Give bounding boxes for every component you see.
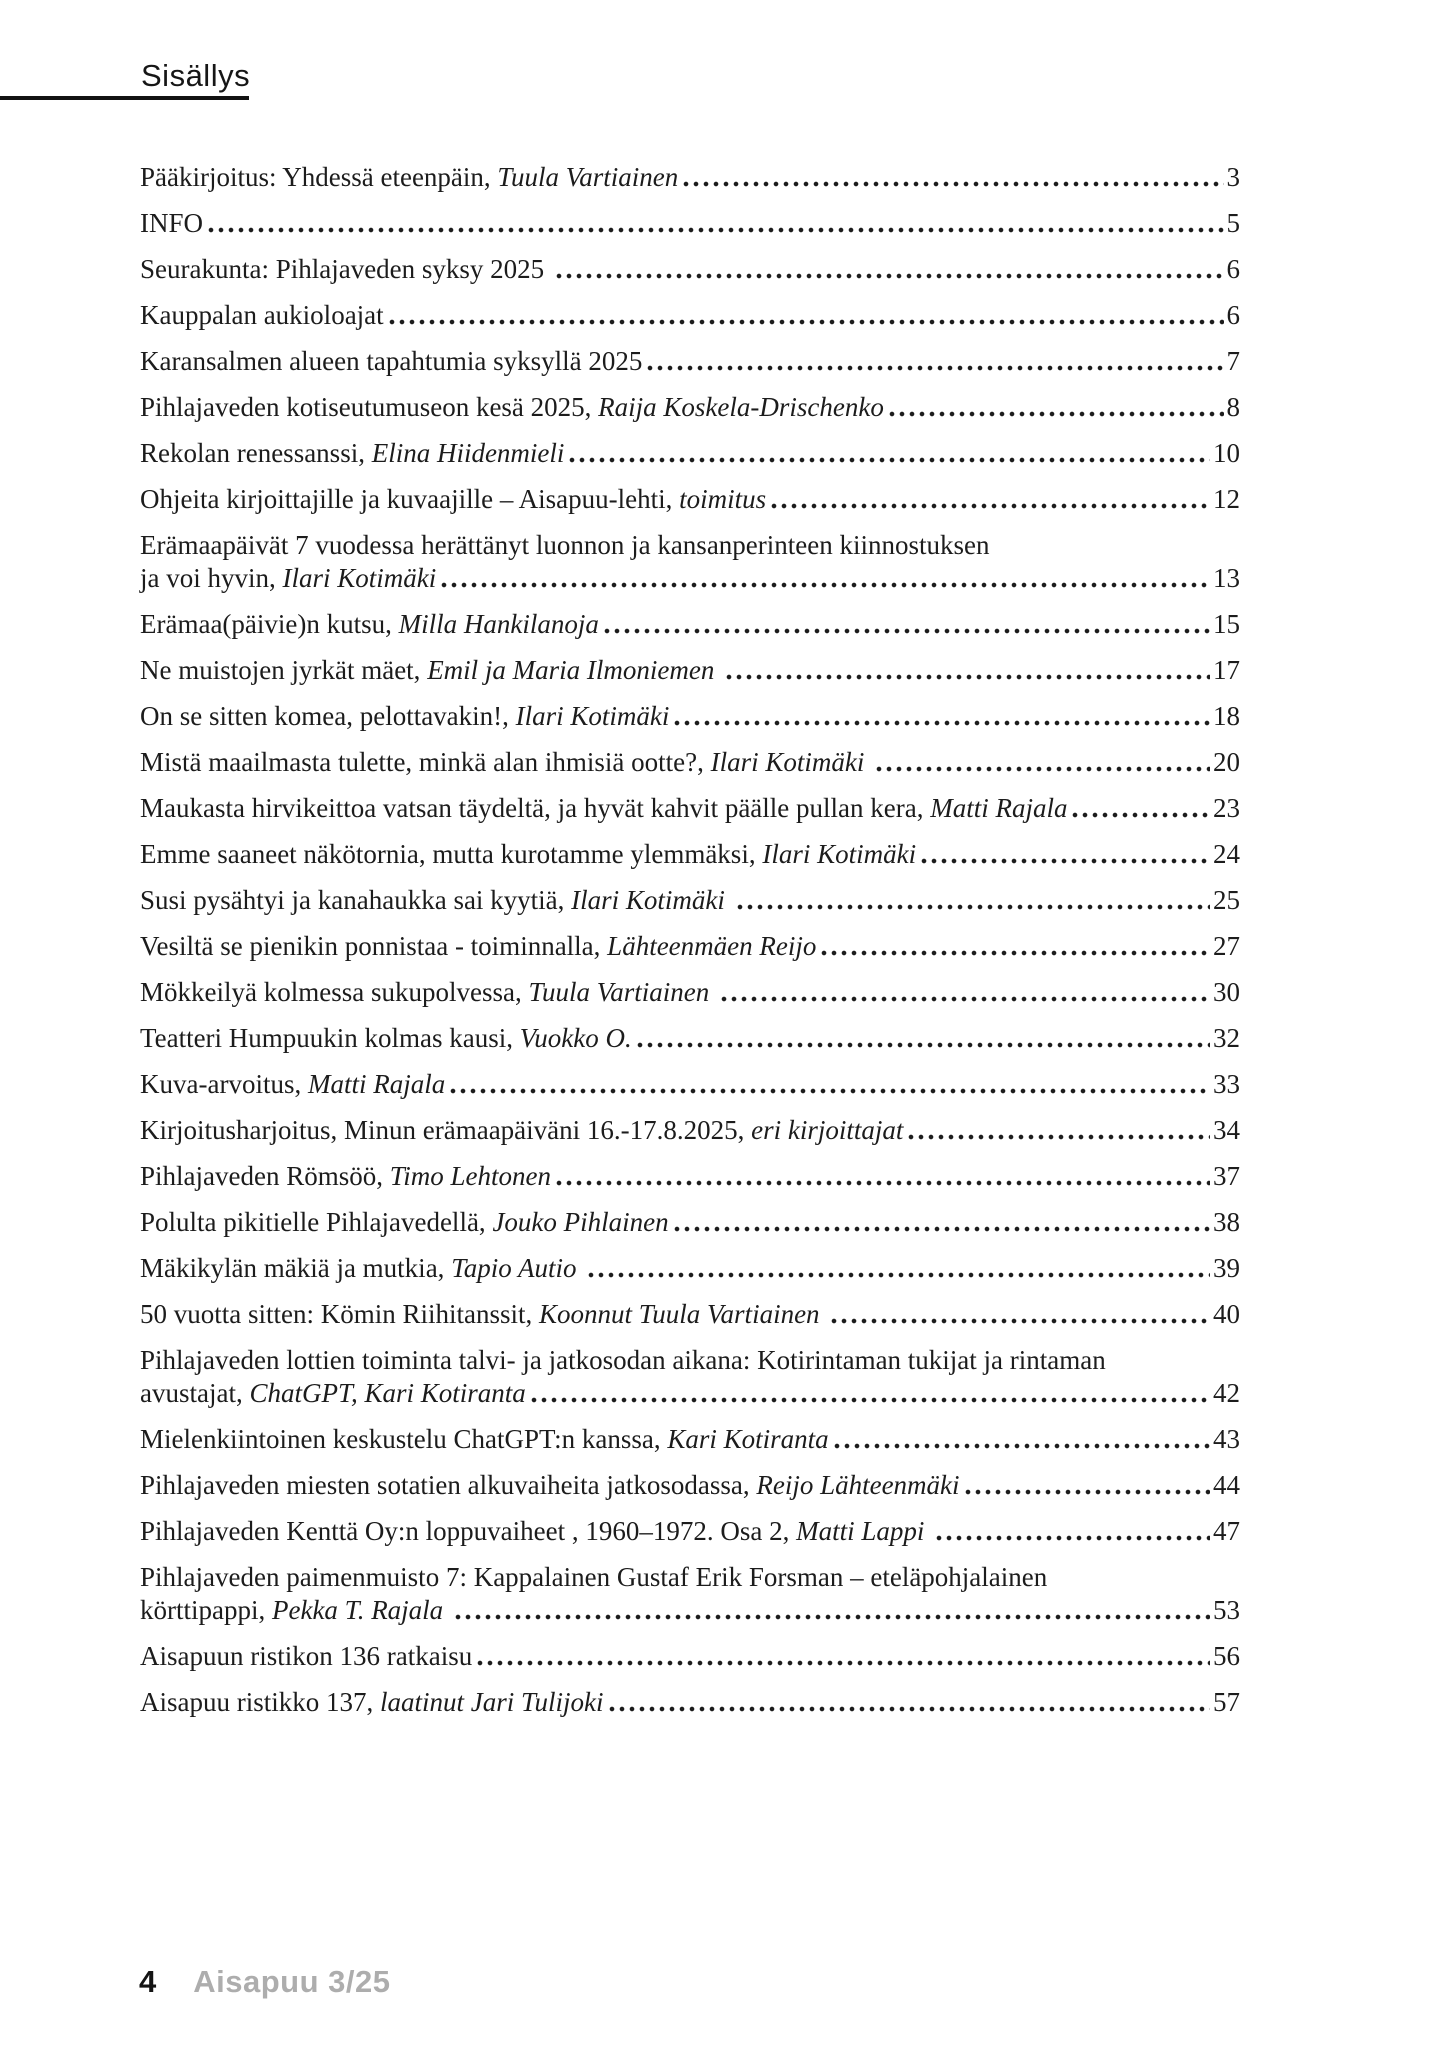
entry-author: Ilari Kotimäki bbox=[571, 885, 732, 915]
entry-title: Pihlajaveden kotiseutumuseon kesä 2025, bbox=[140, 392, 599, 422]
entry-row bbox=[140, 838, 1240, 871]
entry-author: Ilari Kotimäki bbox=[282, 563, 437, 593]
entry-title: Seurakunta: Pihlajaveden syksy 2025 bbox=[140, 254, 551, 284]
toc-entry bbox=[140, 1423, 1240, 1456]
entry-title: Polulta pikitielle Pihlajavedellä, bbox=[140, 1207, 493, 1237]
entry-author: Reijo Lähteenmäki bbox=[756, 1470, 960, 1500]
entry-row bbox=[140, 299, 1240, 332]
dot-leader bbox=[769, 483, 1210, 516]
dot-leader bbox=[529, 1377, 1210, 1410]
toc-entry bbox=[140, 207, 1240, 240]
dot-leader bbox=[819, 930, 1210, 963]
toc-entry bbox=[140, 1206, 1240, 1239]
entry-row bbox=[140, 884, 1240, 917]
entry-page-number: 42 bbox=[1213, 1378, 1240, 1408]
toc-entry bbox=[140, 437, 1240, 470]
toc-entry bbox=[140, 700, 1240, 733]
dot-leader bbox=[1070, 792, 1210, 825]
dot-leader bbox=[681, 161, 1223, 194]
entry-row bbox=[140, 1640, 1240, 1673]
toc-entry bbox=[140, 1252, 1240, 1285]
dot-leader bbox=[567, 437, 1210, 470]
entry-row bbox=[140, 562, 1240, 595]
toc-entry bbox=[140, 161, 1240, 194]
entry-row bbox=[140, 1114, 1240, 1147]
entry-title: Mökkeilyä kolmessa sukupolvessa, bbox=[140, 977, 529, 1007]
entry-author: laatinut Jari Tulijoki bbox=[380, 1687, 604, 1717]
entry-author: Vuokko O. bbox=[519, 1023, 632, 1053]
entry-row bbox=[140, 930, 1240, 963]
dot-leader bbox=[554, 1160, 1210, 1193]
entry-author: Ilari Kotimäki bbox=[515, 701, 670, 731]
entry-row bbox=[140, 976, 1240, 1009]
dot-leader bbox=[206, 207, 1223, 240]
toc-entry bbox=[140, 1022, 1240, 1055]
toc-entry bbox=[140, 1515, 1240, 1548]
entry-page-number: 24 bbox=[1213, 839, 1240, 869]
entry-title: Rekolan renessanssi, bbox=[140, 438, 372, 468]
toc-entry bbox=[140, 1686, 1240, 1719]
entry-page-number: 20 bbox=[1213, 747, 1240, 777]
footer-issue-label: Aisapuu 3/25 bbox=[193, 1964, 391, 1999]
entry-author: Matti Lappi bbox=[796, 1516, 932, 1546]
toc-entry bbox=[140, 253, 1240, 286]
entry-page-number: 5 bbox=[1226, 208, 1240, 238]
toc-entry bbox=[140, 746, 1240, 779]
dot-leader bbox=[919, 838, 1210, 871]
toc-entry bbox=[140, 654, 1240, 687]
dot-leader bbox=[906, 1114, 1210, 1147]
entry-row bbox=[140, 1206, 1240, 1239]
entry-title: avustajat, bbox=[140, 1378, 250, 1408]
entry-author: Ilari Kotimäki bbox=[710, 747, 872, 777]
entry-title: Vesiltä se pienikin ponnistaa - toiminnalla, bbox=[140, 931, 608, 961]
entry-page-number: 23 bbox=[1213, 793, 1240, 823]
toc-entry bbox=[140, 1344, 1240, 1410]
dot-leader bbox=[724, 654, 1210, 687]
entry-row bbox=[140, 1377, 1240, 1410]
entry-page-number: 37 bbox=[1213, 1161, 1240, 1191]
entry-author: Koonnut Tuula Vartiainen bbox=[539, 1299, 827, 1329]
entry-page-number: 10 bbox=[1213, 438, 1240, 468]
entry-author: Tuula Vartiainen bbox=[497, 162, 679, 192]
entry-title: ja voi hyvin, bbox=[140, 563, 283, 593]
entry-author: Milla Hankilanoja bbox=[398, 609, 599, 639]
page-footer bbox=[139, 1964, 391, 2000]
entry-author: eri kirjoittajat bbox=[751, 1115, 904, 1145]
page-title: Sisällys bbox=[141, 58, 251, 93]
entry-title: Mäkikylän mäkiä ja mutkia, bbox=[140, 1253, 452, 1283]
entry-title: Ohjeita kirjoittajille ja kuvaajille – Aisapuu-lehti, bbox=[140, 484, 680, 514]
entry-row bbox=[140, 654, 1240, 687]
toc-entry bbox=[140, 529, 1240, 595]
entry-author: Matti Rajala bbox=[307, 1069, 446, 1099]
toc-entry bbox=[140, 884, 1240, 917]
dot-leader bbox=[963, 1469, 1210, 1502]
entry-row bbox=[140, 483, 1240, 516]
entry-author: Matti Rajala bbox=[930, 793, 1068, 823]
entry-page-number: 56 bbox=[1213, 1641, 1240, 1671]
entry-page-number: 6 bbox=[1226, 254, 1240, 284]
entry-page-number: 38 bbox=[1213, 1207, 1240, 1237]
entry-title: Maukasta hirvikeittoa vatsan täydeltä, ja hyvät kahvit päälle pullan kera, bbox=[140, 793, 931, 823]
title-underline-rule bbox=[0, 96, 249, 100]
entry-page-number: 25 bbox=[1213, 885, 1240, 915]
entry-row bbox=[140, 1068, 1240, 1101]
entry-title: Pihlajaveden Kenttä Oy:n loppuvaiheet , 1960–1972. Osa 2, bbox=[140, 1516, 797, 1546]
entry-title: Aisapuu ristikko 137, bbox=[140, 1687, 380, 1717]
entry-title: Mielenkiintoinen keskustelu ChatGPT:n kanssa, bbox=[140, 1424, 668, 1454]
entry-title: Kirjoitusharjoitus, Minun erämaapäiväni 16.-17.8.2025, bbox=[140, 1115, 752, 1145]
entry-author: toimitus bbox=[679, 484, 767, 514]
dot-leader bbox=[635, 1022, 1210, 1055]
entry-title: INFO bbox=[140, 208, 204, 238]
entry-row bbox=[140, 1515, 1240, 1548]
dot-leader bbox=[453, 1594, 1210, 1627]
entry-title: Erämaa(päivie)n kutsu, bbox=[140, 609, 399, 639]
entry-title: Teatteri Humpuukin kolmas kausi, bbox=[140, 1023, 520, 1053]
entry-page-number: 17 bbox=[1213, 655, 1240, 685]
dot-leader bbox=[829, 1298, 1210, 1331]
footer-page-number: 4 bbox=[139, 1964, 157, 1999]
entry-row bbox=[140, 1298, 1240, 1331]
dot-leader bbox=[672, 1206, 1210, 1239]
entry-author: Pekka T. Rajala bbox=[271, 1595, 450, 1625]
dot-leader bbox=[602, 608, 1210, 641]
entry-author: Tuula Vartiainen bbox=[528, 977, 716, 1007]
toc-entry bbox=[140, 1068, 1240, 1101]
dot-leader bbox=[874, 746, 1210, 779]
entry-title: körttipappi, bbox=[140, 1595, 272, 1625]
dot-leader bbox=[448, 1068, 1210, 1101]
entry-page-number: 53 bbox=[1213, 1595, 1240, 1625]
toc-entry bbox=[140, 1561, 1240, 1627]
entry-page-number: 13 bbox=[1213, 563, 1240, 593]
entry-page-number: 15 bbox=[1213, 609, 1240, 639]
entry-title: Pääkirjoitus: Yhdessä eteenpäin, bbox=[140, 162, 498, 192]
entry-row bbox=[140, 1423, 1240, 1456]
entry-page-number: 32 bbox=[1213, 1023, 1240, 1053]
toc-list bbox=[140, 161, 1240, 1732]
dot-leader bbox=[607, 1686, 1210, 1719]
entry-title: 50 vuotta sitten: Kömin Riihitanssit, bbox=[140, 1299, 540, 1329]
entry-row bbox=[140, 345, 1240, 378]
entry-author: ChatGPT, Kari Kotiranta bbox=[249, 1378, 526, 1408]
toc-entry bbox=[140, 1160, 1240, 1193]
dot-leader bbox=[475, 1640, 1210, 1673]
entry-row bbox=[140, 1252, 1240, 1285]
dot-leader bbox=[887, 391, 1224, 424]
toc-entry bbox=[140, 976, 1240, 1009]
entry-page-number: 44 bbox=[1213, 1470, 1240, 1500]
entry-page-number: 33 bbox=[1213, 1069, 1240, 1099]
toc-entry bbox=[140, 838, 1240, 871]
entry-wrapped-first-line: Erämaapäivät 7 vuodessa herättänyt luonnon ja kansanperinteen kiinnostuksen bbox=[140, 530, 990, 560]
toc-entry bbox=[140, 792, 1240, 825]
entry-page-number: 18 bbox=[1213, 701, 1240, 731]
entry-author: Elina Hiidenmieli bbox=[371, 438, 565, 468]
entry-author: Jouko Pihlainen bbox=[492, 1207, 669, 1237]
entry-row bbox=[140, 437, 1240, 470]
dot-leader bbox=[387, 299, 1224, 332]
dot-leader bbox=[735, 884, 1210, 917]
entry-wrapped-first-line: Pihlajaveden lottien toiminta talvi- ja jatkosodan aikana: Kotirintaman tukijat ja rintaman bbox=[140, 1345, 1106, 1375]
toc-entry bbox=[140, 608, 1240, 641]
entry-title: Aisapuun ristikon 136 ratkaisu bbox=[140, 1641, 473, 1671]
entry-page-number: 57 bbox=[1213, 1687, 1240, 1717]
entry-row bbox=[140, 1160, 1240, 1193]
entry-page-number: 3 bbox=[1226, 162, 1240, 192]
entry-title: Pihlajaveden Römsöö, bbox=[140, 1161, 390, 1191]
entry-row bbox=[140, 161, 1240, 194]
entry-page-number: 8 bbox=[1226, 392, 1240, 422]
entry-author: Raija Koskela-Drischenko bbox=[598, 392, 884, 422]
dot-leader bbox=[719, 976, 1210, 1009]
entry-author: Tapio Autio bbox=[451, 1253, 584, 1283]
entry-page-number: 6 bbox=[1226, 300, 1240, 330]
toc-entry bbox=[140, 1114, 1240, 1147]
entry-page-number: 40 bbox=[1213, 1299, 1240, 1329]
entry-wrapped-first-line: Pihlajaveden paimenmuisto 7: Kappalainen Gustaf Erik Forsman – eteläpohjalainen bbox=[140, 1562, 1048, 1592]
entry-title: Karansalmen alueen tapahtumia syksyllä 2025 bbox=[140, 346, 643, 376]
entry-row bbox=[140, 792, 1240, 825]
entry-page-number: 7 bbox=[1226, 346, 1240, 376]
entry-row bbox=[140, 207, 1240, 240]
entry-page-number: 12 bbox=[1213, 484, 1240, 514]
entry-row bbox=[140, 608, 1240, 641]
toc-entry bbox=[140, 1640, 1240, 1673]
toc-entry bbox=[140, 391, 1240, 424]
entry-author: Ilari Kotimäki bbox=[762, 839, 917, 869]
entry-page-number: 34 bbox=[1213, 1115, 1240, 1145]
dot-leader bbox=[832, 1423, 1210, 1456]
entry-row bbox=[140, 1686, 1240, 1719]
dot-leader bbox=[439, 562, 1210, 595]
entry-row bbox=[140, 700, 1240, 733]
toc-entry bbox=[140, 345, 1240, 378]
toc-entry bbox=[140, 1298, 1240, 1331]
entry-row bbox=[140, 1469, 1240, 1502]
entry-author: Timo Lehtonen bbox=[389, 1161, 551, 1191]
entry-row bbox=[140, 746, 1240, 779]
entry-title: Ne muistojen jyrkät mäet, bbox=[140, 655, 428, 685]
dot-leader bbox=[934, 1515, 1210, 1548]
entry-page-number: 43 bbox=[1213, 1424, 1240, 1454]
entry-row bbox=[140, 253, 1240, 286]
dot-leader bbox=[586, 1252, 1210, 1285]
toc-entry bbox=[140, 483, 1240, 516]
entry-title: Mistä maailmasta tulette, minkä alan ihmisiä ootte?, bbox=[140, 747, 711, 777]
dot-leader bbox=[645, 345, 1223, 378]
entry-title: On se sitten komea, pelottavakin!, bbox=[140, 701, 516, 731]
entry-author: Lähteenmäen Reijo bbox=[607, 931, 817, 961]
entry-title: Kuva-arvoitus, bbox=[140, 1069, 308, 1099]
toc-entry bbox=[140, 299, 1240, 332]
entry-author: Kari Kotiranta bbox=[667, 1424, 829, 1454]
dot-leader bbox=[672, 700, 1210, 733]
entry-author: Emil ja Maria Ilmoniemen bbox=[427, 655, 722, 685]
entry-row bbox=[140, 1594, 1240, 1627]
entry-title: Susi pysähtyi ja kanahaukka sai kyytiä, bbox=[140, 885, 572, 915]
entry-title: Pihlajaveden miesten sotatien alkuvaiheita jatkosodassa, bbox=[140, 1470, 757, 1500]
entry-page-number: 30 bbox=[1213, 977, 1240, 1007]
toc-entry bbox=[140, 1469, 1240, 1502]
entry-page-number: 27 bbox=[1213, 931, 1240, 961]
dot-leader bbox=[554, 253, 1224, 286]
entry-row bbox=[140, 391, 1240, 424]
entry-page-number: 39 bbox=[1213, 1253, 1240, 1283]
entry-row bbox=[140, 1022, 1240, 1055]
entry-title: Emme saaneet näkötornia, mutta kurotamme ylemmäksi, bbox=[140, 839, 763, 869]
toc-entry bbox=[140, 930, 1240, 963]
entry-page-number: 47 bbox=[1213, 1516, 1240, 1546]
entry-title: Kauppalan aukioloajat bbox=[140, 300, 384, 330]
